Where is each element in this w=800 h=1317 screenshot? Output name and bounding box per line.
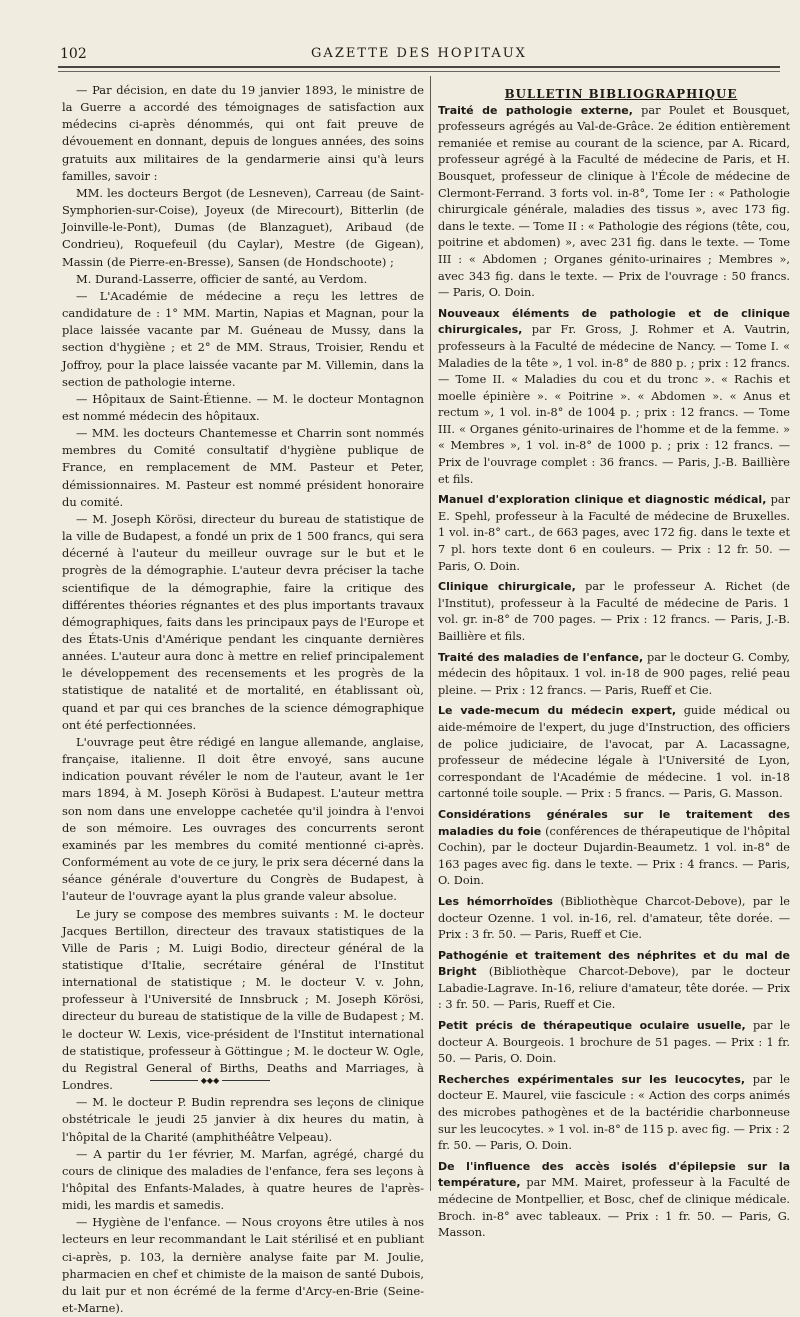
bibliography-entry — [438, 894, 790, 944]
entry-text: par le docteur A. Bourgeois. 1 brochure de 51 pages. — Prix : 1 fr. 50. — Paris, O. Doin. — [438, 1019, 790, 1066]
entry-text: par E. Spehl, professeur à la Faculté de médecine de Bruxelles. 1 vol. in-8° cart., de 663 pages, avec 172 fig. dans le texte et 7 pl. hors texte dont 6 en couleurs. — Prix : 12 fr. 50. — Paris, O. Doin. — [438, 493, 791, 573]
bibliography-entry — [438, 306, 790, 489]
news-item: L'ouvrage peut être rédigé en langue allemande, anglaise, française, italienne. Il doit être envoyé, sans aucune indication pouvant révéler le nom de l'auteur, avant le 1er mars 1894, à M. Joseph Körösi à Budapest. L'auteur mettra son nom dans une enveloppe cachetée qu'il joindra à l'envoi de son mémoire. Les ouvrages des concurrents seront examinés par les membres du comité mentionné ci-après. Conformément au vote de ce jury, le prix sera décerné dans la séance générale d'ouverture du Congrès de Budapest, à l'auteur de l'ouvrage ayant la plus grande valeur absolue. — [62, 734, 424, 904]
section-title: BULLETIN BIBLIOGRAPHIQUE — [504, 87, 738, 101]
bibliography-entry — [438, 650, 790, 700]
news-item: M. Durand-Lasserre, officier de santé, au Verdom. — [76, 271, 368, 286]
news-item: — A partir du 1er février, M. Marfan, agrégé, chargé du cours de clinique des maladies de l'enfance, fera ses leçons à l'hôpital des Enfants-Malades, à quatre heures de l'après-midi, les mardis et samedis. — [62, 1146, 424, 1213]
entry-text: (conférences de thérapeutique de l'hôpital Cochin), par le docteur Dujardin-Beaumetz. 1 vol. in-8° de 163 pages avec fig. dans le texte. — Prix : 4 francs. — Paris, O. Doin. — [438, 824, 791, 888]
entry-text: par MM. Mairet, professeur à la Faculté de médecine de Montpellier, et Bosc, chef de clinique médicale. Broch. in-8° avec tableaux. — Prix : 1 fr. 50. — Paris, G. Masson. — [438, 1176, 790, 1240]
column-divider — [430, 76, 431, 1191]
bibliography-entry — [438, 1159, 790, 1242]
entry-title: Nouveaux éléments de pathologie et de clinique chirurgicales, — [438, 306, 790, 337]
entry-title: Le vade-mecum du médecin expert, — [438, 704, 677, 718]
entry-title: Traité des maladies de l'enfance, — [438, 650, 644, 664]
entry-title: Manuel d'exploration clinique et diagnostic médical, — [438, 493, 767, 507]
news-item: — M. le docteur P. Budin reprendra ses leçons de clinique obstétricale le jeudi 25 janvier à dix heures du matin, à l'hôpital de la Charité (amphithéâtre Velpeau). — [62, 1095, 424, 1144]
entry-title: Petit précis de thérapeutique oculaire usuelle, — [438, 1019, 746, 1033]
news-item: Le jury se compose des membres suivants : M. le docteur Jacques Bertillon, directeur des travaux statistiques de la Ville de Paris ; M. Luigi Bodio, directeur général de la statistique d'Italie, secrétaire général de l'Institut international de statistique ; M. le docteur V. v. John, professeur à l'Université de Innsbruck ; M. Joseph Körösi, directeur du bureau de statistique de la ville de Budapest ; M. le docteur W. Lexis, vice-président de l'Institut international de statistique, professeur à Göttingue ; M. le docteur W. Ogle, du Registral General of Births, Deaths and Marriages, à Londres. — [62, 906, 424, 1093]
bibliography-entry — [438, 948, 790, 1014]
bibliography-entry — [438, 492, 790, 575]
entry-text: par le docteur G. Comby, médecin des hôpitaux. 1 vol. in-18 de 900 pages, relié peau pleine. — Prix : 12 francs. — Paris, Rueff et Cie. — [438, 650, 790, 697]
news-item: — MM. les docteurs Chantemesse et Charrin sont nommés membres du Comité consultatif d'hygiène publique de France, en remplacement de MM. Pasteur et Peter, démissionnaires. M. Pasteur est nommé président honoraire du comité. — [62, 426, 424, 509]
entry-title: Clinique chirurgicale, — [438, 580, 576, 594]
entry-title: Traité de pathologie externe, — [438, 103, 633, 117]
header-rule-thin — [58, 71, 780, 72]
entry-title: Considérations générales sur le traitement des maladies du foie — [438, 807, 790, 838]
news-item: — M. Joseph Körösi, directeur du bureau de statistique de la ville de Budapest, a fondé un prix de 1 500 francs, qui sera décerné à l'auteur du meilleur ouvrage sur le but et le progrès de la démographie. L'auteur devra préciser la tache scientifique de la démographie, faire la critique des différentes théories régnantes et des plus importants travaux démographiques, faits dans les principaux pays de l'Europe et des États-Unis d'Amérique pendant les cinquante dernières années. L'auteur aura donc à mettre en relief principalement le développement des recensements et les progrès de la statistique de natalité et de mortalité, en établissant où, quand et par qui ces branches de la science démographique ont été perfectionnées. — [62, 511, 424, 732]
entry-text: (Bibliothèque Charcot-Debove), par le docteur Labadie-Lagrave. In-16, reliure d'amateur, tête dorée. — Prix : 3 fr. 50. — Paris, Rueff et Cie. — [438, 965, 790, 1012]
bibliography-entry — [438, 807, 790, 890]
entry-text: par le docteur E. Maurel, viie fascicule : « Action des corps animés des microbes pathogènes et de la bactéridie charbonneuse sur les leucocytes. » 1 vol. in-8° de 115 p. avec fig. — Prix : 2 fr. 50. — Paris, O. Doin. — [438, 1072, 790, 1153]
bibliography-entry — [438, 1072, 790, 1155]
news-item: — Hôpitaux de Saint-Étienne. — M. le docteur Montagnon est nommé médecin des hôpitaux. — [62, 391, 424, 423]
entry-text: (Bibliothèque Charcot-Debove), par le docteur Ozenne. 1 vol. in-16, rel. d'amateur, tête dorée. — Prix : 3 fr. 50. — Paris, Rueff et Cie. — [438, 894, 790, 942]
entry-title: De l'influence des accès isolés d'épilepsie sur la température, — [438, 1159, 790, 1190]
entry-text: par Fr. Gross, J. Rohmer et A. Vautrin, professeurs à la Faculté de médecine de Nancy. — Tome I. « Maladies de la tête », 1 vol. in-8° de 880 p. ; prix : 12 francs. — Tome II. « Maladies du cou et du tronc ». « Rachis et moelle épinière ». « Poitrine ». « Abdomen ». « Anus et rectum », 1 vol. in-8° de 1004 p. ; prix : 12 francs. — Tome III. « Organes génito-urinaires de l'homme et de la femme. » « Membres », 1 vol. in-8° de 1000 p. ; prix : 12 francs. — Prix de l'ouvrage complet : 36 francs. — Paris, J.-B. Baillière et fils. — [438, 323, 790, 486]
header-rule — [58, 66, 780, 68]
journal-title: GAZETTE DES HOPITAUX — [311, 46, 527, 61]
news-item: — L'Académie de médecine a reçu les lettres de candidature de : 1° MM. Martin, Napias et Magnan, pour la place laissée vacante par M. Guéneau de Mussy, dans la section d'hygiène ; et 2° de MM. Straus, Troisier, Rendu et Joffroy, pour la place laissée vacante par M. Villemin, dans la section de pathologie interne. — [62, 288, 424, 389]
bibliography-entry — [438, 103, 790, 302]
bibliography-entry — [438, 579, 790, 645]
bibliography-entry — [438, 703, 790, 803]
entry-text: par le professeur A. Richet (de l'Institut), professeur à la Faculté de médecine de Paris. 1 vol. gr. in-8° de 700 pages. — Prix : 12 francs. — Paris, J.-B. Baillière et fils. — [438, 580, 790, 643]
news-item: — Par décision, en date du 19 janvier 1893, le ministre de la Guerre a accordé des témoignages de satisfaction aux médecins ci-après dénommés, qui ont fait preuve de dévouement en donnant, depuis de longues années, des soins gratuits aux militaires de la gendarmerie ainsi qu'à leurs familles, savoir : — [62, 83, 424, 183]
entry-text: par Poulet et Bousquet, professeurs agrégés au Val-de-Grâce. 2e édition entièrement remaniée et remise au courant de la science, par A. Ricard, professeur agrégé à la Faculté de médecine de Paris, et H. Bousquet, professeur de clinique à l'École de médecine de Clermont-Ferrand. 3 forts vol. in-8°, Tome Ier : « Pathologie chirurgicale générale, maladies des tissus », avec 173 fig. dans le texte. — Tome II : « Pathologie des régions (tête, cou, poitrine et abdomen) », avec 231 fig. dans le texte. — Tome III : « Abdomen ; Organes génito-urinaires ; Membres », avec 343 fig. dans le texte. — Prix de l'ouvrage : 50 francs. — Paris, O. Doin. — [438, 103, 790, 300]
entry-text: guide médical ou aide-mémoire de l'expert, du juge d'Instruction, des officiers de police judiciaire, de l'avocat, par A. Lacassagne, professeur de médecine légale à l'Université de Lyon, correspondant de l'Académie de médecine. 1 vol. in-18 cartonné toile souple. — Prix : 5 francs. — Paris, G. Masson. — [438, 704, 790, 801]
end-ornament: ◆◆◆ — [150, 1077, 270, 1085]
entry-title: Pathogénie et traitement des néphrites et du mal de Bright — [438, 948, 790, 979]
left-column — [62, 82, 424, 1317]
entry-title: Recherches expérimentales sur les leucocytes, — [438, 1072, 746, 1086]
page-header — [60, 44, 778, 66]
bibliography-entry — [438, 1018, 790, 1068]
right-column — [438, 86, 790, 1246]
page-number: 102 — [60, 46, 87, 62]
entry-title: Les hémorrhoïdes — [438, 894, 553, 908]
news-item: — Hygiène de l'enfance. — Nous croyons être utiles à nos lecteurs en leur recommandant le Lait stérilisé et en publiant ci-après, p. 103, la dernière analyse faite par M. Joulie, pharmacien en chef et chimiste de la maison de santé Dubois, du lait pur et non écrémé de la ferme d'Arcy-en-Brie (Seine-et-Marne). — [62, 1215, 424, 1316]
news-item: MM. les docteurs Bergot (de Lesneven), Carreau (de Saint-Symphorien-sur-Coise), Joyeux (de Mirecourt), Bitterlin (de Joinville-le-Pont), Dumas (de Blanzaguet), Aribaud (de Condrieu), Roquefeuil (du Caylar), Mestre (de Gigean), Massin (de Pierre-en-Bresse), Sansen (de Hondschoote) ; — [62, 185, 424, 269]
